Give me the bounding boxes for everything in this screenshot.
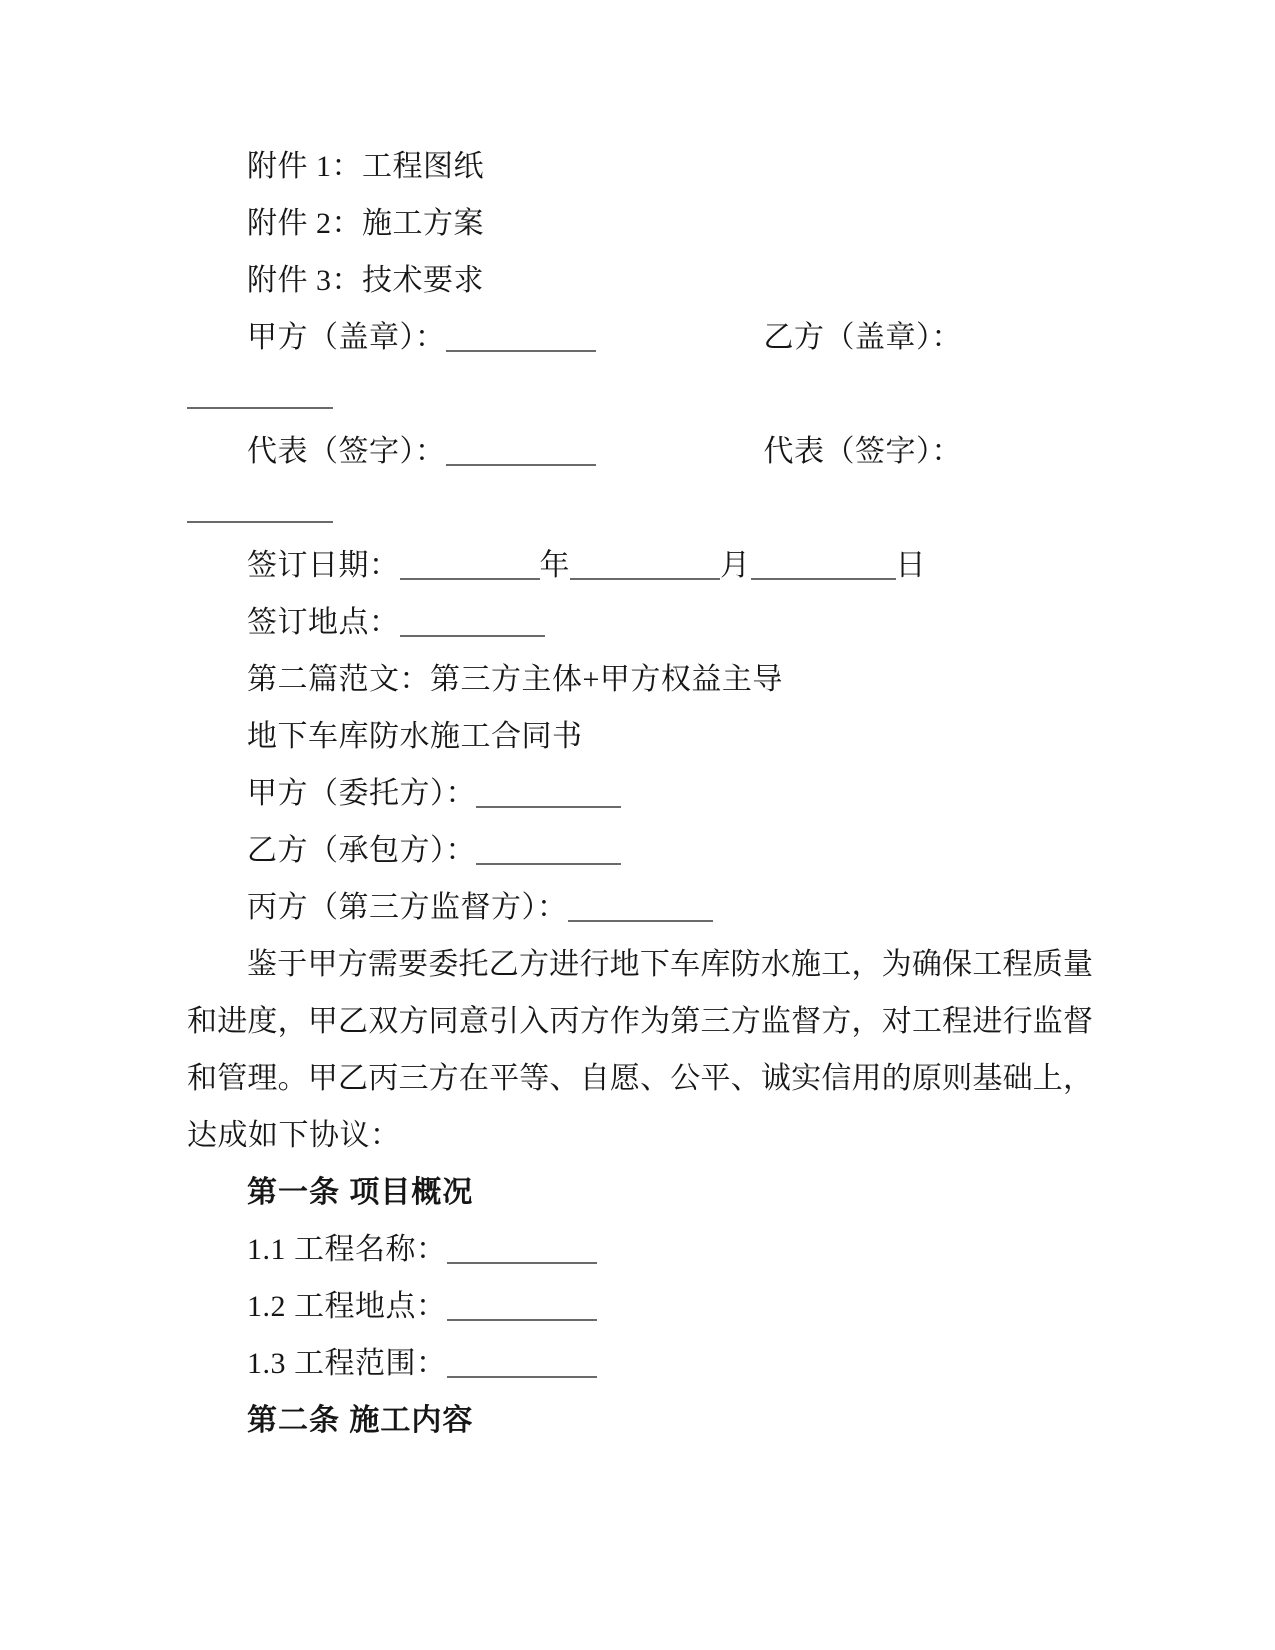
doc-text: 1.3 工程范围： (247, 1347, 447, 1380)
doc-line (187, 1050, 1093, 1107)
doc-line (187, 138, 1093, 195)
document-body (187, 138, 1093, 1449)
doc-text: 附件 3：技术要求 (247, 264, 484, 297)
doc-line (187, 1278, 1093, 1335)
section-heading (187, 1392, 1093, 1449)
blank-underline (187, 517, 333, 523)
doc-text: 乙方（承包方）： (247, 834, 476, 867)
doc-line (187, 252, 1093, 309)
doc-text: 达成如下协议： (187, 1119, 401, 1152)
blank-underline (570, 574, 720, 580)
blank-underline (476, 859, 621, 865)
doc-line (187, 1335, 1093, 1392)
column-gap (596, 460, 764, 461)
blank-underline (400, 574, 540, 580)
blank-underline (447, 1315, 597, 1321)
doc-text: 甲方（委托方）： (247, 777, 476, 810)
blank-underline (447, 1258, 597, 1264)
doc-line (187, 651, 1093, 708)
doc-text: 地下车库防水施工合同书 (247, 720, 583, 753)
blank-underline (751, 574, 896, 580)
doc-line (187, 936, 1093, 993)
doc-text: 签订地点： (247, 606, 400, 639)
blank-underline (446, 346, 596, 352)
doc-line (187, 993, 1093, 1050)
doc-text: 1.1 工程名称： (247, 1233, 447, 1266)
doc-line (187, 822, 1093, 879)
doc-line (187, 309, 1093, 366)
doc-line (187, 594, 1093, 651)
section-heading (187, 1164, 1093, 1221)
column-gap (596, 346, 764, 347)
doc-line (187, 423, 1093, 480)
doc-line (187, 366, 1093, 423)
doc-text: 和管理。甲乙丙三方在平等、自愿、公平、诚实信用的原则基础上， (187, 1062, 1093, 1095)
doc-line (187, 708, 1093, 765)
doc-text: 第二条 施工内容 (247, 1404, 474, 1437)
doc-line (187, 195, 1093, 252)
doc-text: 乙方（盖章）： (763, 321, 962, 354)
blank-underline (476, 802, 621, 808)
doc-line (187, 879, 1093, 936)
doc-text: 附件 1：工程图纸 (247, 150, 484, 183)
doc-text: 签订日期： (247, 549, 400, 582)
doc-text: 第一条 项目概况 (247, 1176, 474, 1209)
blank-underline (400, 631, 545, 637)
doc-text: 丙方（第三方监督方）： (247, 891, 568, 924)
doc-text: 第二篇范文：第三方主体+甲方权益主导 (247, 663, 783, 696)
doc-text: 甲方（盖章）： (247, 321, 446, 354)
doc-text: 月 (720, 549, 751, 582)
blank-underline (187, 403, 333, 409)
doc-line (187, 1107, 1093, 1164)
doc-line (187, 480, 1093, 537)
doc-text: 和进度，甲乙双方同意引入丙方作为第三方监督方，对工程进行监督 (187, 1005, 1093, 1038)
doc-line (187, 1221, 1093, 1278)
doc-text: 代表（签字）： (763, 435, 962, 468)
doc-line (187, 765, 1093, 822)
doc-text: 鉴于甲方需要委托乙方进行地下车库防水施工，为确保工程质量 (247, 948, 1093, 981)
doc-text: 年 (539, 549, 570, 582)
doc-text: 附件 2：施工方案 (247, 207, 484, 240)
blank-underline (447, 1372, 597, 1378)
doc-line (187, 537, 1093, 594)
blank-underline (568, 916, 713, 922)
doc-text: 1.2 工程地点： (247, 1290, 447, 1323)
blank-underline (446, 460, 596, 466)
doc-text: 日 (895, 549, 926, 582)
doc-text: 代表（签字）： (247, 435, 446, 468)
